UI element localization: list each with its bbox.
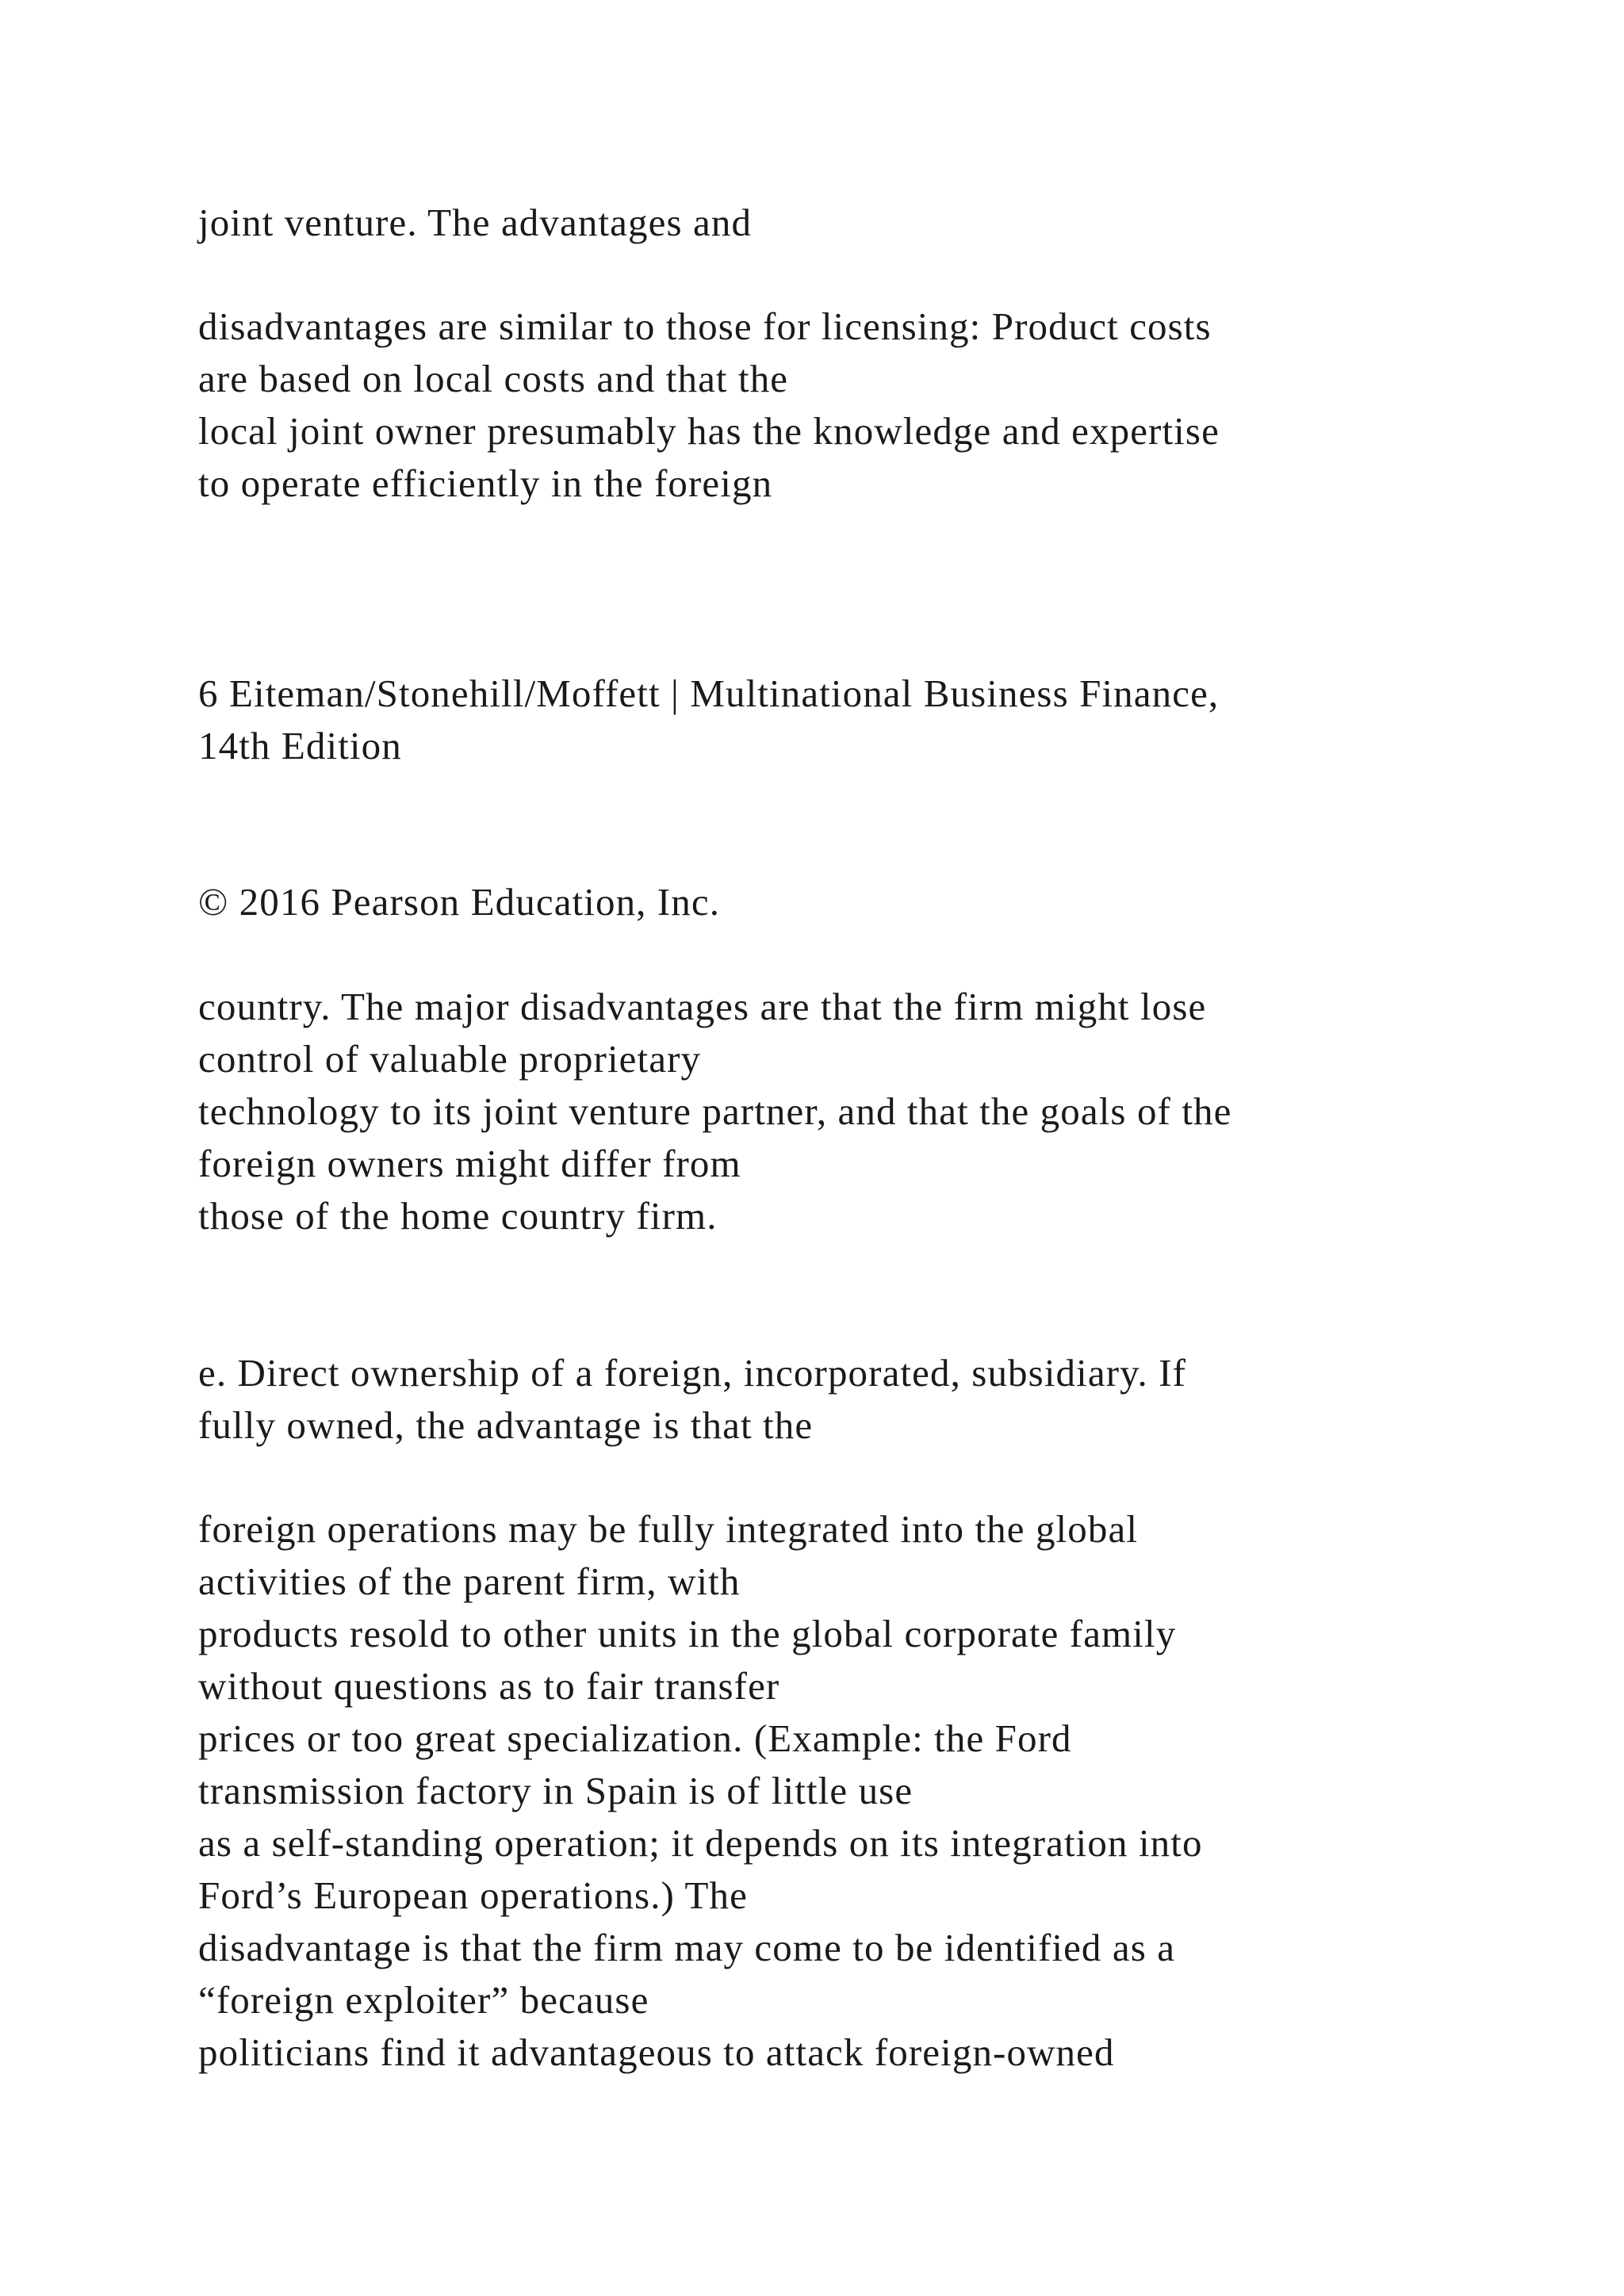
text-line: foreign owners might differ from xyxy=(198,1142,741,1185)
text-line: transmission factory in Spain is of little use xyxy=(198,1769,914,1812)
text-line: disadvantage is that the firm may come to be identified as a xyxy=(198,1926,1176,1969)
text-line: e. Direct ownership of a foreign, incorporated, subsidiary. If xyxy=(198,1351,1187,1395)
text-line: technology to its joint venture partner, and that the goals of the xyxy=(198,1089,1232,1133)
text-line: “foreign exploiter” because xyxy=(198,1978,649,2022)
text-line: control of valuable proprietary xyxy=(198,1037,702,1081)
text-line: country. The major disadvantages are that the firm might lose xyxy=(198,985,1207,1028)
text-line: without questions as to fair transfer xyxy=(198,1664,780,1708)
text-line: prices or too great specialization. (Example: the Ford xyxy=(198,1716,1072,1760)
text-line: fully owned, the advantage is that the xyxy=(198,1403,814,1447)
text-line: joint venture. The advantages and xyxy=(198,201,753,244)
text-line: activities of the parent firm, with xyxy=(198,1559,741,1603)
text-line: foreign operations may be fully integrated into the global xyxy=(198,1507,1139,1551)
page-footer-line: 14th Edition xyxy=(198,724,402,767)
copyright-line: © 2016 Pearson Education, Inc. xyxy=(198,880,721,924)
text-line: are based on local costs and that the xyxy=(198,357,789,400)
text-line: those of the home country firm. xyxy=(198,1194,718,1238)
text-line: products resold to other units in the global corporate family xyxy=(198,1612,1177,1655)
page-footer-line: 6 Eiteman/Stonehill/Moffett | Multinational Business Finance, xyxy=(198,672,1220,715)
text-line: politicians find it advantageous to attack foreign-owned xyxy=(198,2030,1115,2074)
text-line: as a self-standing operation; it depends on its integration into xyxy=(198,1821,1203,1865)
text-line: disadvantages are similar to those for licensing: Product costs xyxy=(198,304,1212,348)
text-line: local joint owner presumably has the knowledge and expertise xyxy=(198,409,1220,453)
text-line: to operate efficiently in the foreign xyxy=(198,461,773,505)
text-line: Ford’s European operations.) The xyxy=(198,1873,748,1917)
